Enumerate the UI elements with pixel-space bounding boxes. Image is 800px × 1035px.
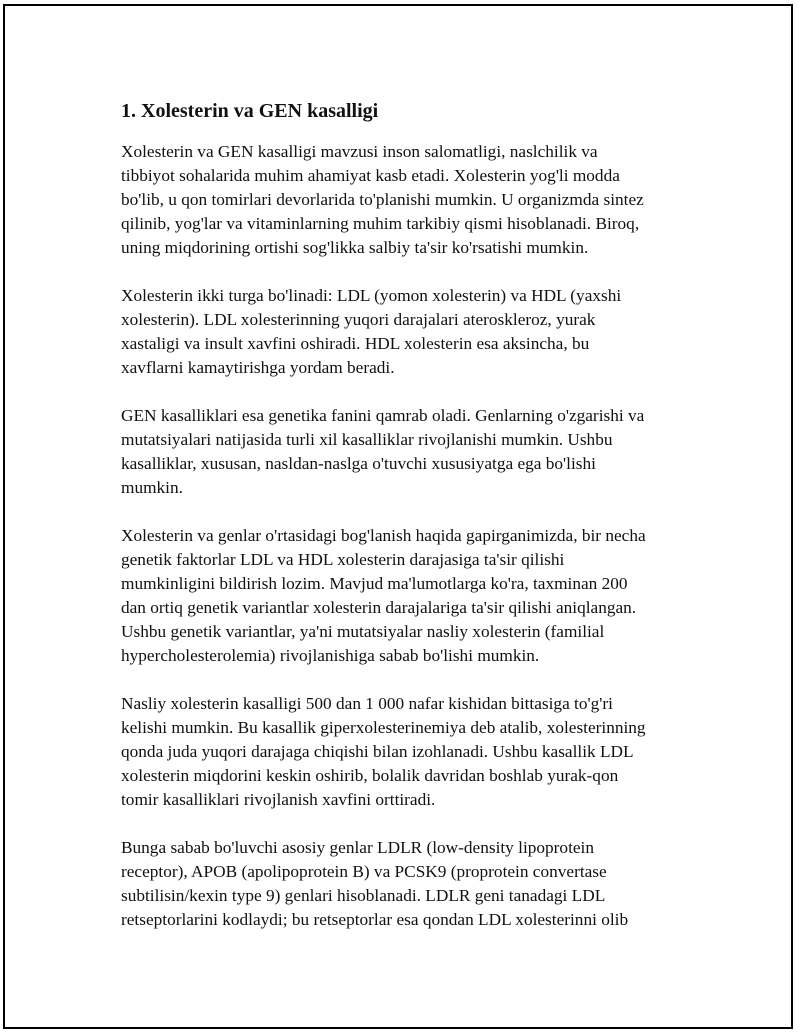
paragraph-4: Xolesterin va genlar o'rtasidagi bog'lanish haqida gapirganimizda, bir necha genetik faktorlar LDL va HDL xolesterin darajasiga ta'sir qilishi mumkinligini bildirish lozim. Mavjud ma'lumotlarga ko'ra, taxminan 200 dan ortiq genetik variantlar xolesterin darajalariga ta'sir qilishi aniqlangan. Ushbu genetik variantlar, ya'ni mutatsiyalar nasliy xolesterin (familial hypercholesterolemia) rivojlanishiga sabab bo'lishi mumkin. [121,526,646,665]
paragraph-5: Nasliy xolesterin kasalligi 500 dan 1 000 nafar kishidan bittasiga to'g'ri kelishi mumkin. Bu kasallik giperxolesterinemiya deb atalib, xolesterinning qonda juda yuqori darajaga chiqishi bilan izohlanadi. Ushbu kasallik LDL xolesterin miqdorini keskin oshirib, bolalik davridan boshlab yurak-qon tomir kasalliklari rivojlanish xavfini orttiradi. [121,694,646,809]
document-page [3,4,793,1029]
paragraph-2: Xolesterin ikki turga bo'linadi: LDL (yomon xolesterin) va HDL (yaxshi xolesterin). LDL xolesterinning yuqori darajalari ateroskleroz, yurak xastaligi va insult xavfini oshiradi. HDL xolesterin esa aksincha, bu xavflarni kamaytirishga yordam beradi. [121,286,622,377]
paragraph-1: Xolesterin va GEN kasalligi mavzusi inson salomatligi, naslchilik va tibbiyot sohalarida muhim ahamiyat kasb etadi. Xolesterin yog'li modda bo'lib, u qon tomirlari devorlarida to'planishi mumkin. U organizmda sintez qilinib, yog'lar va vitaminlarning muhim tarkibiy qismi hisoblanadi. Biroq, uning miqdorining ortishi sog'likka salbiy ta'sir ko'rsatishi mumkin. [121,142,644,257]
document-content [121,98,701,956]
paragraph-3: GEN kasalliklari esa genetika fanini qamrab oladi. Genlarning o'zgarishi va mutatsiyalari natijasida turli xil kasalliklar rivojlanishi mumkin. Ushbu kasalliklar, xususan, nasldan-naslga o'tuvchi xususiyatga ega bo'lishi mumkin. [121,406,645,497]
section-title: 1. Xolesterin va GEN kasalligi [121,100,379,122]
paragraph-6: Bunga sabab bo'luvchi asosiy genlar LDLR (low-density lipoprotein receptor), APOB (apolipoprotein B) va PCSK9 (proprotein convertase subtilisin/kexin type 9) genlari hisoblanadi. LDLR geni tanadagi LDL retseptorlarini kodlaydi; bu retseptorlar esa qondan LDL xolesterinni olib [121,838,629,929]
